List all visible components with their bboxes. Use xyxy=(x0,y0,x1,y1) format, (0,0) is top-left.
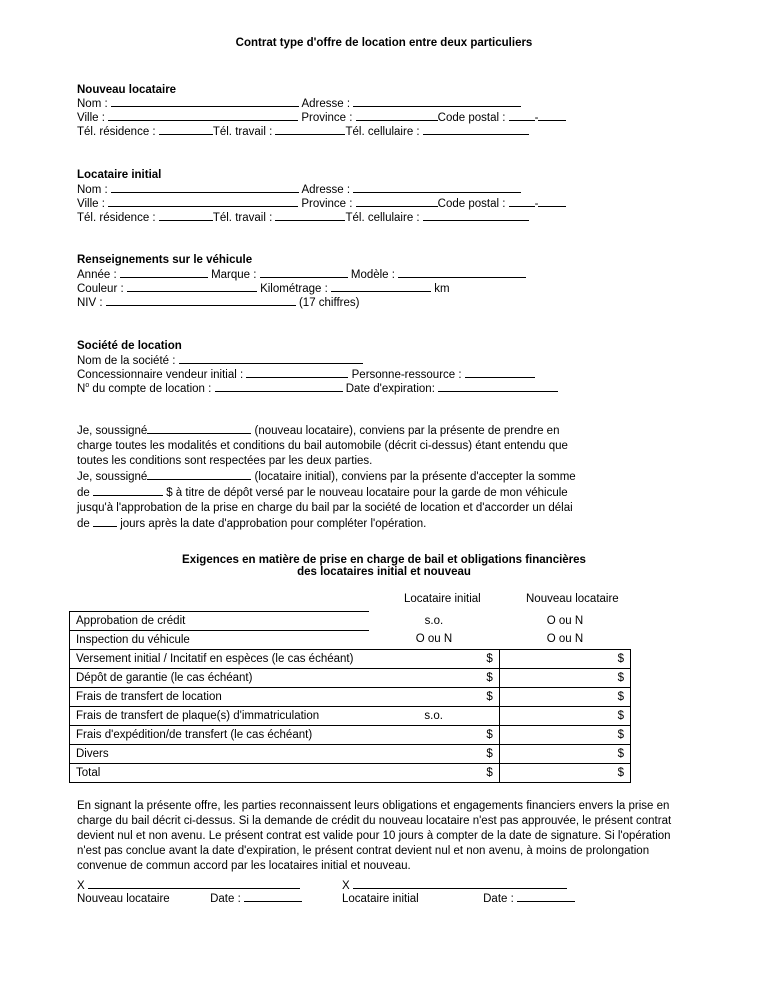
cell-nouveau[interactable]: $ xyxy=(499,669,630,688)
field-label: Adresse : xyxy=(301,184,351,196)
cell-initial[interactable]: $ xyxy=(369,726,500,745)
row-label: Frais d'expédition/de transfert (le cas échéant) xyxy=(70,726,369,745)
field-label: Kilométrage : xyxy=(260,283,328,295)
cell-initial[interactable]: $ xyxy=(369,745,500,764)
col-header-initial: Locataire initial xyxy=(404,593,481,605)
cell-nouveau[interactable]: $ xyxy=(499,650,630,669)
cell-nouveau[interactable]: $ xyxy=(499,764,630,783)
field-label: du compte de location : xyxy=(92,383,212,395)
text: toutes les conditions sont respectées par les deux parties. xyxy=(77,454,373,467)
closing-paragraph xyxy=(77,799,697,874)
closing-line: devient nul et non avenu. Le présent contrat est valide pour 10 jours à compter de la date de signature. Si l'opération xyxy=(77,829,671,842)
paragraph-nouveau xyxy=(77,423,692,469)
nouveau-tel-res-field[interactable] xyxy=(159,124,213,135)
initial-code-postal-b[interactable] xyxy=(538,196,566,207)
initial-tel-row xyxy=(77,210,529,226)
x-mark: X xyxy=(342,880,350,892)
table-row xyxy=(70,726,631,745)
nouveau-tel-row xyxy=(77,124,529,140)
table-row xyxy=(70,669,631,688)
text: $ à titre de dépôt versé par le nouveau locataire pour la garde de mon véhicule xyxy=(166,486,568,499)
initial-tel-trav-field[interactable] xyxy=(275,210,345,221)
cell-nouveau[interactable]: $ xyxy=(499,726,630,745)
nouveau-nom-field[interactable] xyxy=(111,96,299,107)
field-label: Tél. travail : xyxy=(212,126,273,138)
row-label: Frais de transfert de plaque(s) d'immatriculation xyxy=(70,707,369,726)
field-label: Province : xyxy=(301,112,353,124)
field-label: Tél. résidence : xyxy=(77,212,156,224)
nouveau-ville-field[interactable] xyxy=(108,110,298,121)
field-label: Adresse : xyxy=(301,98,351,110)
cell-nouveau[interactable]: $ xyxy=(499,745,630,764)
text: Je, soussigné xyxy=(77,425,148,437)
section-heading-vehicule: Renseignements sur le véhicule xyxy=(77,254,253,266)
personne-field[interactable] xyxy=(465,367,535,378)
text: (locataire initial), conviens par la présente d'accepter la somme xyxy=(254,471,576,483)
field-label: Concessionnaire vendeur initial : xyxy=(77,369,244,381)
kilometrage-field[interactable] xyxy=(331,281,431,292)
field-label: Nom : xyxy=(77,98,108,110)
row-label: Divers xyxy=(70,745,369,764)
nouveau-tel-trav-field[interactable] xyxy=(275,124,345,135)
exigences-line: Exigences en matière de prise en charge de bail et obligations financières xyxy=(182,554,586,566)
signature-label: Locataire initial xyxy=(342,893,419,905)
date-initial-field[interactable] xyxy=(517,891,575,902)
text: charge toutes les modalités et conditions du bail automobile (décrit ci-dessus) étant entendu que xyxy=(77,439,568,452)
field-label: Modèle : xyxy=(350,269,395,281)
societe-nom-field[interactable] xyxy=(179,353,363,364)
text: jusqu'à l'approbation de la prise en charge du bail par la société de location et d'accorder un délai xyxy=(77,501,573,514)
cell-initial[interactable]: s.o. xyxy=(369,707,500,726)
closing-line: n'est pas conclue avant la date d'expiration, le présent contrat devient nul et non avenu, à moins de prolongation xyxy=(77,844,650,857)
marque-field[interactable] xyxy=(260,267,348,278)
field-label: NIV : xyxy=(77,297,103,309)
field-label: Nom de la société : xyxy=(77,355,176,367)
field-label: Tél. résidence : xyxy=(77,126,156,138)
x-mark: X xyxy=(77,880,85,892)
field-label: Personne-ressource : xyxy=(351,369,462,381)
cell-initial[interactable]: $ xyxy=(369,650,500,669)
field-label: Ville : xyxy=(77,198,105,210)
initial-code-postal-a[interactable] xyxy=(509,196,535,207)
cell-nouveau[interactable]: $ xyxy=(499,688,630,707)
nouveau-code-postal-b[interactable] xyxy=(538,110,566,121)
societe-row-3 xyxy=(77,381,558,397)
nouveau-province-field[interactable] xyxy=(356,110,438,121)
row-label: Inspection du véhicule xyxy=(70,631,369,650)
soussigne-nouveau-field[interactable] xyxy=(147,423,251,434)
text: jours après la date d'approbation pour compléter l'opération. xyxy=(120,517,427,530)
field-label: Marque : xyxy=(211,269,257,281)
field-label: Code postal : xyxy=(437,198,506,210)
niv-field[interactable] xyxy=(106,295,296,306)
initial-tel-res-field[interactable] xyxy=(159,210,213,221)
expiration-field[interactable] xyxy=(438,381,558,392)
compte-prefix: N xyxy=(77,383,86,395)
closing-line: convenue de commun accord par les locataires initial et nouveau. xyxy=(77,859,411,872)
cell-initial[interactable]: $ xyxy=(369,669,500,688)
exigences-line: des locataires initial et nouveau xyxy=(297,565,471,578)
vendeur-field[interactable] xyxy=(246,367,348,378)
nouveau-code-postal-a[interactable] xyxy=(509,110,535,121)
field-label: Nom : xyxy=(77,184,108,196)
obligations-table xyxy=(69,611,631,783)
cell-initial[interactable]: s.o. xyxy=(424,614,444,627)
vehicule-row-3 xyxy=(77,295,359,311)
date-label: Date : xyxy=(483,893,514,905)
field-label: Ville : xyxy=(77,112,105,124)
cell-nouveau[interactable]: O ou N xyxy=(546,633,584,646)
row-label: Versement initial / Incitatif en espèces (le cas échéant) xyxy=(70,650,369,669)
section-heading-nouveau: Nouveau locataire xyxy=(77,84,177,96)
exigences-heading xyxy=(0,553,768,580)
signature-initial-caption xyxy=(342,891,575,907)
table-row xyxy=(70,707,631,726)
nouveau-adresse-field[interactable] xyxy=(353,96,521,107)
section-heading-societe: Société de location xyxy=(77,340,182,352)
closing-line: charge du bail décrit ci-dessus. Si la demande de crédit du nouveau locataire n'est pas approuvée, le présent contrat xyxy=(77,814,672,827)
cell-initial[interactable]: O ou N xyxy=(415,633,453,646)
row-label: Total xyxy=(70,764,369,783)
table-row xyxy=(70,764,631,783)
annee-field[interactable] xyxy=(120,267,208,278)
soussigne-initial-field[interactable] xyxy=(147,469,251,480)
col-header-nouveau: Nouveau locataire xyxy=(526,593,619,605)
row-label: Dépôt de garantie (le cas échéant) xyxy=(70,669,369,688)
text: Je, soussigné xyxy=(77,471,148,483)
field-label: Tél. travail : xyxy=(212,212,273,224)
text: de xyxy=(77,486,90,499)
initial-nom-field[interactable] xyxy=(111,182,299,193)
depot-field[interactable] xyxy=(93,485,163,496)
compte-sup: o xyxy=(85,382,90,390)
paragraph-initial xyxy=(77,469,692,532)
table-row xyxy=(70,631,631,650)
dash: - xyxy=(534,112,539,124)
cell-nouveau[interactable]: $ xyxy=(499,707,630,726)
closing-line: En signant la présente offre, les parties reconnaissent leurs obligations et engagements financiers envers la prise en xyxy=(77,800,670,812)
table-row xyxy=(70,745,631,764)
table-row xyxy=(70,688,631,707)
date-nouveau-field[interactable] xyxy=(244,891,302,902)
field-label: Date d'expiration: xyxy=(345,383,435,395)
signature-nouveau-caption xyxy=(77,891,302,907)
text: de xyxy=(77,517,90,530)
table-row xyxy=(70,612,631,631)
initial-ville-field[interactable] xyxy=(108,196,298,207)
nouveau-tel-cell-field[interactable] xyxy=(423,124,529,135)
table-row xyxy=(70,650,631,669)
jours-field[interactable] xyxy=(93,516,117,527)
km-unit: km xyxy=(434,283,450,295)
page-title: Contrat type d'offre de location entre deux particuliers xyxy=(235,37,533,49)
initial-tel-cell-field[interactable] xyxy=(423,210,529,221)
cell-nouveau[interactable]: O ou N xyxy=(546,614,584,627)
initial-province-field[interactable] xyxy=(356,196,438,207)
row-label: Approbation de crédit xyxy=(70,612,369,631)
modele-field[interactable] xyxy=(398,267,526,278)
row-label: Frais de transfert de location xyxy=(70,688,369,707)
couleur-field[interactable] xyxy=(127,281,257,292)
field-label: Tél. cellulaire : xyxy=(345,126,420,138)
field-label: Couleur : xyxy=(77,283,124,295)
niv-note: (17 chiffres) xyxy=(298,297,360,309)
cell-initial[interactable]: $ xyxy=(369,688,500,707)
field-label: Province : xyxy=(301,198,353,210)
text: (nouveau locataire), conviens par la présente de prendre en xyxy=(254,425,560,437)
date-label: Date : xyxy=(210,893,241,905)
field-label: Année : xyxy=(77,269,117,281)
section-heading-initial: Locataire initial xyxy=(77,169,162,181)
signature-label: Nouveau locataire xyxy=(77,893,170,905)
dash: - xyxy=(534,198,539,210)
signature-initial-field[interactable] xyxy=(353,878,567,889)
cell-initial[interactable]: $ xyxy=(369,764,500,783)
field-label: Code postal : xyxy=(437,112,506,124)
initial-adresse-field[interactable] xyxy=(353,182,521,193)
signature-nouveau-field[interactable] xyxy=(88,878,300,889)
compte-field[interactable] xyxy=(215,381,343,392)
field-label: Tél. cellulaire : xyxy=(345,212,420,224)
